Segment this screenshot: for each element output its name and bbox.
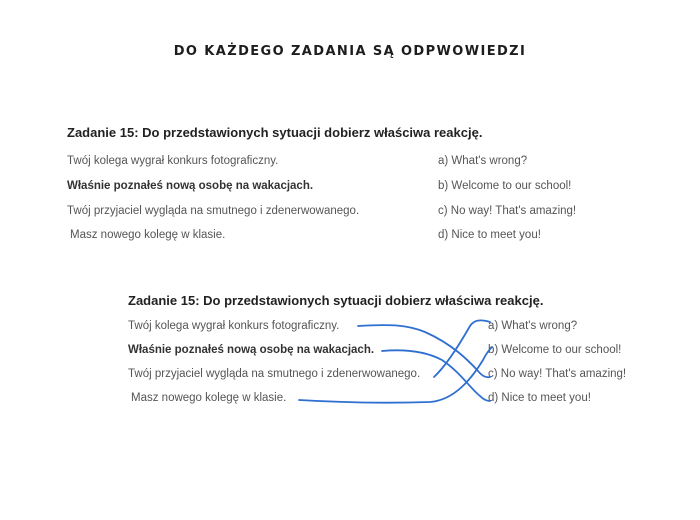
sentence-3: Twój przyjaciel wygląda na smutnego i zdenerwowanego. <box>67 205 360 217</box>
sentence-4: Masz nowego kolegę w klasie. <box>70 229 226 241</box>
answer-b: b) Welcome to our school! <box>488 344 622 356</box>
task-title: Zadanie 15: Do przedstawionych sytuacji dobierz właściwa reakcję. <box>128 293 544 308</box>
answer-d: d) Nice to meet you! <box>488 392 591 404</box>
answer-d: d) Nice to meet you! <box>438 229 541 241</box>
answer-a: a) What's wrong? <box>488 320 578 332</box>
sentence-1: Twój kolega wygrał konkurs fotograficzny. <box>128 320 340 332</box>
answer-c: c) No way! That's amazing! <box>438 205 577 217</box>
sentence-2: Właśnie poznałeś nową osobę na wakacjach. <box>128 344 375 356</box>
sentence-2: Właśnie poznałeś nową osobę na wakacjach. <box>67 180 314 192</box>
exercise-blank <box>67 125 627 255</box>
sentence-1: Twój kolega wygrał konkurs fotograficzny. <box>67 155 279 167</box>
answer-c: c) No way! That's amazing! <box>488 368 627 380</box>
sentence-4: Masz nowego kolegę w klasie. <box>131 392 287 404</box>
exercise-answered <box>128 293 648 413</box>
answer-a: a) What's wrong? <box>438 155 528 167</box>
sentence-3: Twój przyjaciel wygląda na smutnego i zdenerwowanego. <box>128 368 421 380</box>
page-header: DO KAŻDEGO ZADANIA SĄ ODPWOWIEDZI <box>173 44 527 59</box>
task-title: Zadanie 15: Do przedstawionych sytuacji dobierz właściwa reakcję. <box>67 125 483 140</box>
answer-b: b) Welcome to our school! <box>438 180 572 192</box>
